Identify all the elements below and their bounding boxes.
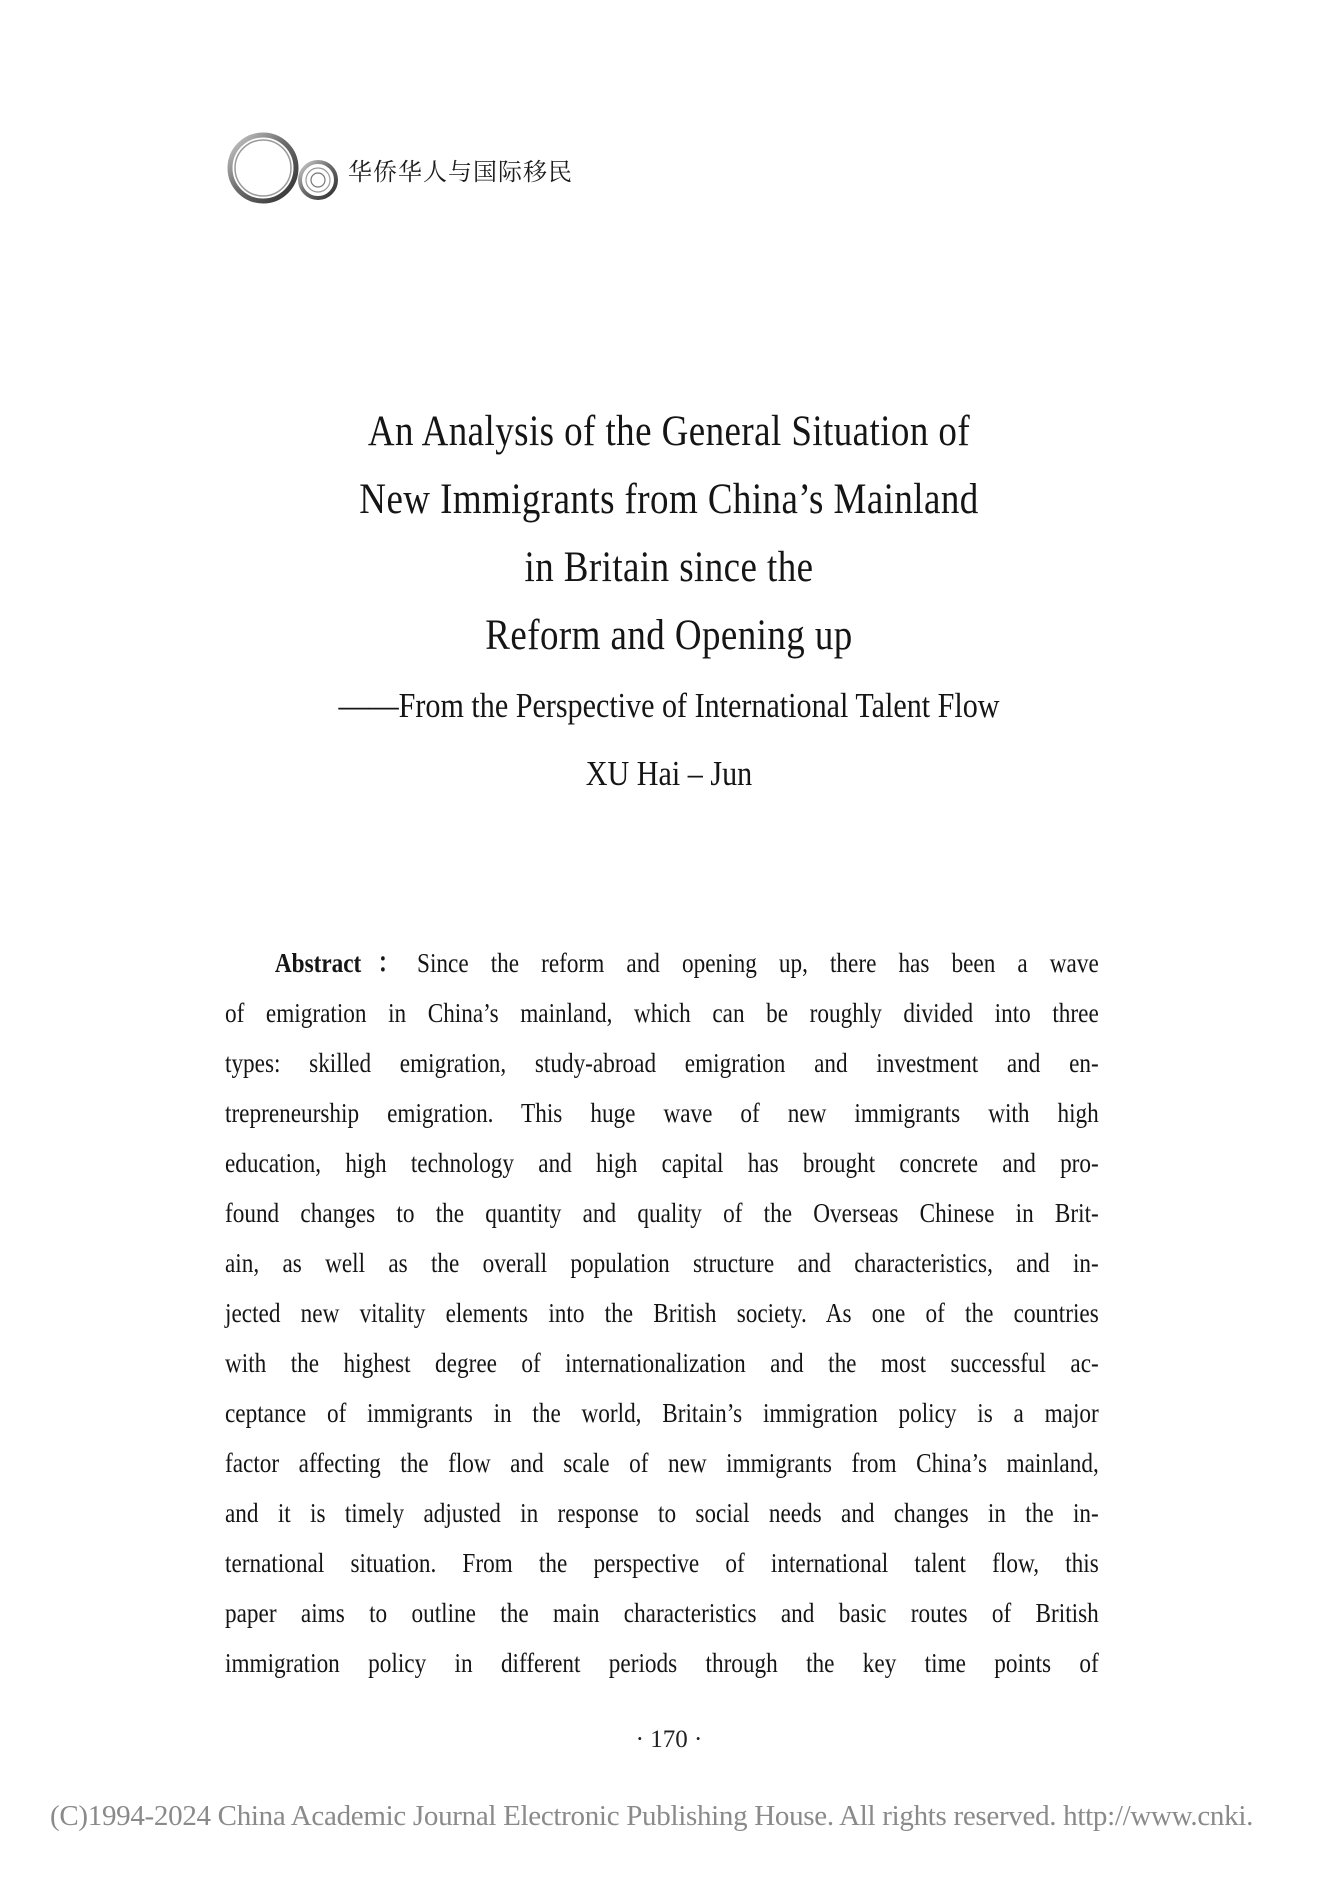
article-title [0,398,1338,670]
abstract-line: education, high technology and high capital has brought concrete and pro- [225,1148,1099,1178]
article-subtitle: ——From the Perspective of International Talent Flow [338,686,1000,725]
title-line: Reform and Opening up [485,612,853,659]
title-line: New Immigrants from China’s Mainland [359,476,979,523]
abstract-line: and it is timely adjusted in response to social needs and changes in the in- [225,1498,1099,1528]
journal-header [226,130,646,210]
abstract [225,938,1099,1688]
abstract-text: Since the reform and opening up, there has been a wave [417,948,1099,978]
abstract-line: ternational situation. From the perspective of international talent flow, this [225,1548,1099,1578]
abstract-line: found changes to the quantity and quality of the Overseas Chinese in Brit- [225,1198,1099,1228]
abstract-line: factor affecting the flow and scale of new immigrants from China’s mainland, [225,1448,1099,1478]
abstract-line [225,938,1099,988]
abstract-line: with the highest degree of internationalization and the most successful ac- [225,1348,1099,1378]
title-line: An Analysis of the General Situation of [367,408,971,455]
page-number: · 170 · [635,1726,703,1753]
journal-name: 华侨华人与国际移民 [348,158,573,186]
title-line: in Britain since the [524,544,814,591]
abstract-line: types: skilled emigration, study-abroad emigration and investment and en- [225,1048,1099,1078]
double-ring-logo-icon [226,130,346,210]
abstract-line: trepreneurship emigration. This huge wave of new immigrants with high [225,1098,1099,1128]
abstract-line: of emigration in China’s mainland, which can be roughly divided into three [225,998,1099,1028]
article-author: XU Hai – Jun [585,754,753,793]
abstract-label: Abstract： [274,948,418,978]
copyright-footer: (C)1994-2024 China Academic Journal Electronic Publishing House. All rights reserved. http://www.cnki. [50,1800,1254,1832]
abstract-line: paper aims to outline the main characteristics and basic routes of British [225,1598,1099,1628]
abstract-line: jected new vitality elements into the British society. As one of the countries [225,1298,1099,1328]
abstract-line: immigration policy in different periods through the key time points of [225,1648,1099,1678]
abstract-line: ceptance of immigrants in the world, Britain’s immigration policy is a major [225,1398,1099,1428]
abstract-line: ain, as well as the overall population structure and characteristics, and in- [225,1248,1099,1278]
